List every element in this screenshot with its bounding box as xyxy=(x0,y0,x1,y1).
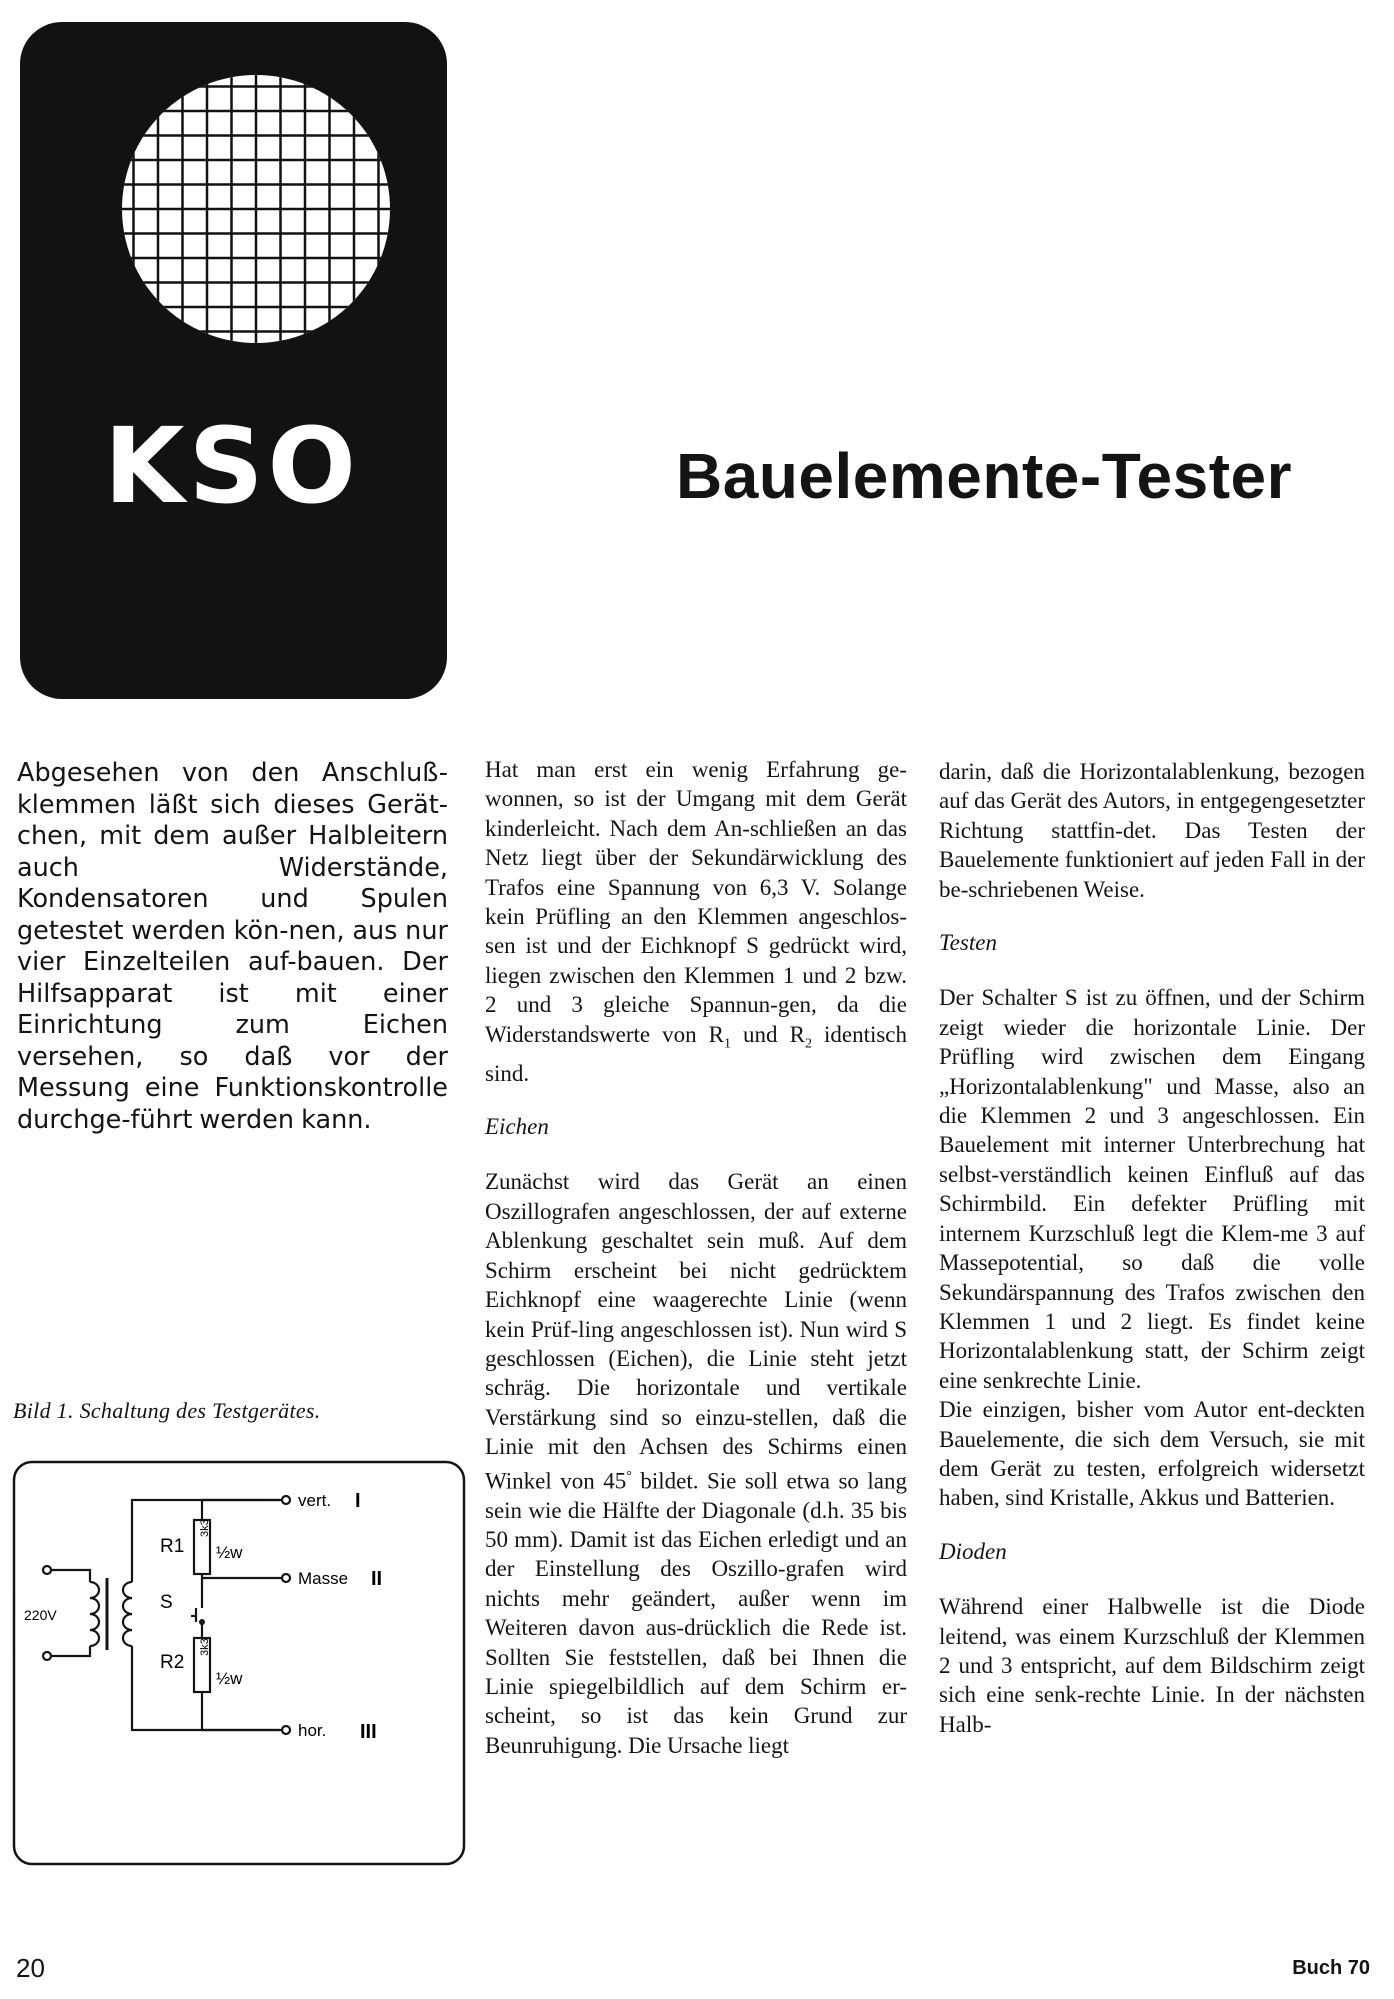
page-number: 20 xyxy=(16,1953,45,1983)
journal-name: Buch 70 xyxy=(1292,1957,1370,1979)
paragraph-calibration: Zunächst wird das Gerät an einen Oszillografen angeschlossen, der auf externe Ablenkung geschaltet sein muß. Auf dem Schirm erscheint bei nicht gedrücktem Eichknopf eine waagerechte Linie (wenn kein Prüf-ling angeschlossen ist). Nun wird S geschlossen (Eichen), die Linie steht jetzt schräg. Die horizontale und vertikale Verstärkung sind so einzu-stellen, daß die Linie mit den Achsen des Schirms einen Winkel von 45° bildet. Sie soll etwa so lang sein wie die Hälfte der Diagonale (d.h. 35 bis 50 mm). Damit ist das Eichen erledigt und an der Einstellung des Oszillo-grafen wird nichts mehr geändert, außer wenn im Weiteren davon aus-drücklich die Rede ist. Sollten Sie feststellen, daß bei Ihnen die Linie spiegelbildlich auf dem Schirm er-scheint, so ist das kein Grund zur Beunruhigung. Die Ursache liegt xyxy=(485,1169,907,1758)
screen-grid-icon xyxy=(20,22,447,699)
r2-label: R2 xyxy=(160,1652,185,1673)
intro-paragraph: Abgesehen von den Anschluß-klemmen läßt sich dieses Gerät-chen, mit dem außer Halbleitern auch Widerstände, Kondensatoren und Spulen getestet werden kön-nen, aus nur vier Einzelteilen auf-bauen. Der Hilfsapparat ist mit einer Einrichtung zum Eichen versehen, so daß vor der Messung eine Funktionskontrolle durchge-führt werden kann. xyxy=(17,758,448,1135)
text-column-3 xyxy=(939,757,1365,1739)
circuit-diagram xyxy=(10,1460,470,1870)
paragraph-testing: Der Schalter S ist zu öffnen, und der Schirm zeigt wieder die horizontale Linie. Der Prüfling wird zwischen dem Eingang „Horizontalablenkung" und Masse, also an die Klemmen 2 und 3 angeschlossen. Ein Bauelement mit interner Unterbrechung hat selbst-verständlich keinen Einfluß auf das Schirmbild. Ein defekter Prüfling mit internem Kurzschluß legt die Klem-me 3 auf Massepotential, so daß die volle Sekundärspannung des Trafos zwischen den Klemmen 1 und 2 liegt. Es findet keine Horizontalablenkung statt, der Schirm zeigt eine senkrechte Linie. xyxy=(939,985,1365,1393)
switch-label: S xyxy=(160,1592,173,1613)
terminal-2-number: II xyxy=(371,1568,383,1590)
vert-label: vert. xyxy=(298,1491,332,1510)
paragraph-usage: Hat man erst ein wenig Erfahrung ge-wonnen, so ist der Umgang mit dem Gerät kinderleicht. Nach dem An-schließen an das Netz liegt über der Sekundärwicklung des Trafos eine Spannung von 6,3 V. Solange kein Prüfling an den Klemmen angeschlos-sen ist und der Eichknopf S gedrückt wird, liegen zwischen den Klemmen 1 und 2 bzw. 2 und 3 gleiche Spannun-gen, da die Widerstandswerte von $R_1$ und $R_2$ identisch sind. xyxy=(485,757,908,1086)
r2-value: 3k3 xyxy=(199,1638,211,1656)
r1-power: ½w xyxy=(216,1543,243,1562)
terminal-3-number: III xyxy=(360,1721,377,1743)
masse-label: Masse xyxy=(298,1569,349,1588)
paragraph-diodes: Während einer Halbwelle ist die Diode leitend, was einem Kurzschluß der Klemmen 2 und 3 entspricht, auf dem Bildschirm zeigt sich eine senk-rechte Linie. In der nächsten Halb- xyxy=(939,1594,1365,1737)
kso-logo-badge xyxy=(20,22,447,699)
heading-testen: Testen xyxy=(939,930,997,956)
kso-logo-text: KSO xyxy=(104,405,360,527)
heading-eichen: Eichen xyxy=(485,1114,549,1140)
paragraph-exceptions: Die einzigen, bisher vom Autor ent-deckten Bauelemente, die sich dem Versuch, sie mit dem Gerät zu testen, erfolgreich widersetzt haben, sind Kristalle, Akkus und Batterien. xyxy=(939,1397,1365,1511)
terminal-1-number: I xyxy=(355,1490,361,1512)
heading-dioden: Dioden xyxy=(939,1538,1007,1564)
hor-label: hor. xyxy=(298,1721,327,1740)
figure-caption: Bild 1. Schaltung des Testgerätes. xyxy=(13,1398,321,1423)
r1-value: 3k3 xyxy=(199,1519,211,1537)
paragraph-direction: darin, daß die Horizontalablenkung, bezogen auf das Gerät des Autors, in entgegengesetzter Richtung stattfin-det. Das Testen der Bauelemente funktioniert auf jeden Fall in der be-schriebenen Weise. xyxy=(939,759,1365,902)
r2-power: ½w xyxy=(216,1669,243,1688)
article-title: Bauelemente-Tester xyxy=(676,440,1293,512)
r1-label: R1 xyxy=(160,1536,185,1557)
voltage-label: 220V xyxy=(24,1607,57,1623)
text-column-2 xyxy=(485,755,907,1760)
